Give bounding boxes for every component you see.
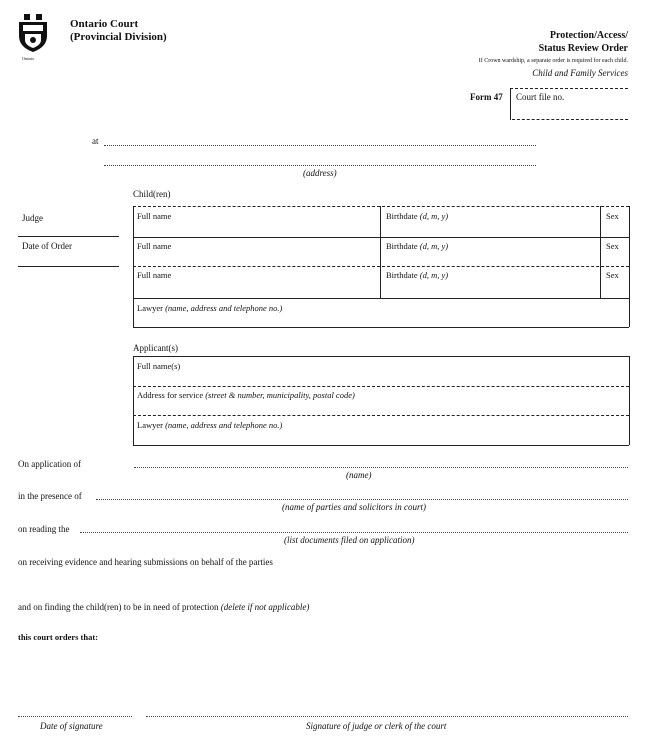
children-top-rule [133, 206, 629, 207]
applicant-lawyer-label: Lawyer (name, address and telephone no.) [137, 420, 283, 430]
in-presence-of-label: in the presence of [18, 491, 82, 501]
court-location-field[interactable] [104, 145, 536, 146]
applicants-rule-2 [133, 386, 629, 387]
evidence-line: on receiving evidence and hearing submissions on behalf of the parties [18, 557, 273, 567]
applicant-address-label: Address for service (street & number, municipality, postal code) [137, 390, 355, 400]
judge-field[interactable] [18, 236, 119, 237]
applicants-heading: Applicant(s) [133, 343, 178, 353]
crown-wardship-note: If Crown wardship, a separate order is required for each child. [478, 58, 628, 64]
finding-line: and on finding the child(ren) to be in need of protection (delete if not applicable) [18, 602, 310, 612]
agency-label: Child and Family Services [532, 68, 628, 78]
court-name: Ontario Court [70, 18, 139, 30]
child-1-name-label: Full name [137, 211, 172, 221]
child-1-sex-label: Sex [606, 211, 619, 221]
date-of-order-label: Date of Order [22, 241, 72, 251]
children-row-rule-1 [133, 237, 629, 238]
child-2-birthdate-label: Birthdate (d, m, y) [386, 241, 449, 251]
child-2-sex-label: Sex [606, 241, 619, 251]
on-application-of-label: On application of [18, 459, 81, 469]
documents-field[interactable] [80, 532, 628, 533]
court-orders-line: this court orders that: [18, 632, 99, 642]
form-number: Form 47 [470, 92, 503, 102]
applicants-right-border [629, 356, 630, 445]
children-right-border [629, 206, 630, 327]
children-sex-divider [600, 206, 601, 298]
applicant-full-names-label: Full name(s) [137, 361, 181, 371]
applicants-bottom-rule [133, 445, 629, 446]
crest-caption: Ontario [22, 56, 35, 61]
applicants-left-border [133, 356, 134, 445]
judge-label: Judge [22, 213, 43, 223]
date-of-signature-caption: Date of signature [40, 721, 103, 731]
child-2-name-label: Full name [137, 241, 172, 251]
applicants-top-rule [133, 356, 629, 357]
presence-caption: (name of parties and solicitors in court) [282, 502, 426, 512]
applicants-rule-3 [133, 415, 629, 416]
form-title-line2: Status Review Order [538, 43, 628, 54]
signature-field[interactable] [146, 716, 628, 717]
court-division: (Provincial Division) [70, 31, 167, 43]
court-address-field[interactable] [104, 165, 536, 166]
children-heading: Child(ren) [133, 189, 171, 199]
court-file-label: Court file no. [516, 92, 565, 102]
parties-present-field[interactable] [96, 499, 628, 500]
date-of-signature-field[interactable] [18, 716, 132, 717]
form-title-line1: Protection/Access/ [549, 30, 628, 41]
court-file-number-field[interactable] [512, 119, 628, 120]
on-reading-label: on reading the [18, 524, 70, 534]
child-3-name-label: Full name [137, 270, 172, 280]
child-3-sex-label: Sex [606, 270, 619, 280]
children-birthdate-divider [380, 206, 381, 298]
children-row-rule-3 [133, 298, 629, 299]
name-caption: (name) [346, 470, 372, 480]
applicant-name-field[interactable] [134, 467, 628, 468]
signature-caption: Signature of judge or clerk of the court [306, 721, 447, 731]
child-1-birthdate-label: Birthdate (d, m, y) [386, 211, 449, 221]
court-file-divider [510, 88, 511, 120]
children-lawyer-label: Lawyer (name, address and telephone no.) [137, 303, 283, 313]
address-caption: (address) [303, 168, 337, 178]
child-3-birthdate-label: Birthdate (d, m, y) [386, 270, 449, 280]
date-of-order-field[interactable] [18, 266, 119, 267]
children-bottom-rule [133, 327, 629, 328]
at-label: at [92, 136, 99, 146]
children-row-rule-2 [133, 266, 629, 267]
ontario-crest-logo [16, 14, 50, 54]
court-file-top-rule [510, 88, 628, 89]
reading-caption: (list documents filed on application) [284, 535, 415, 545]
children-left-border [133, 206, 134, 327]
